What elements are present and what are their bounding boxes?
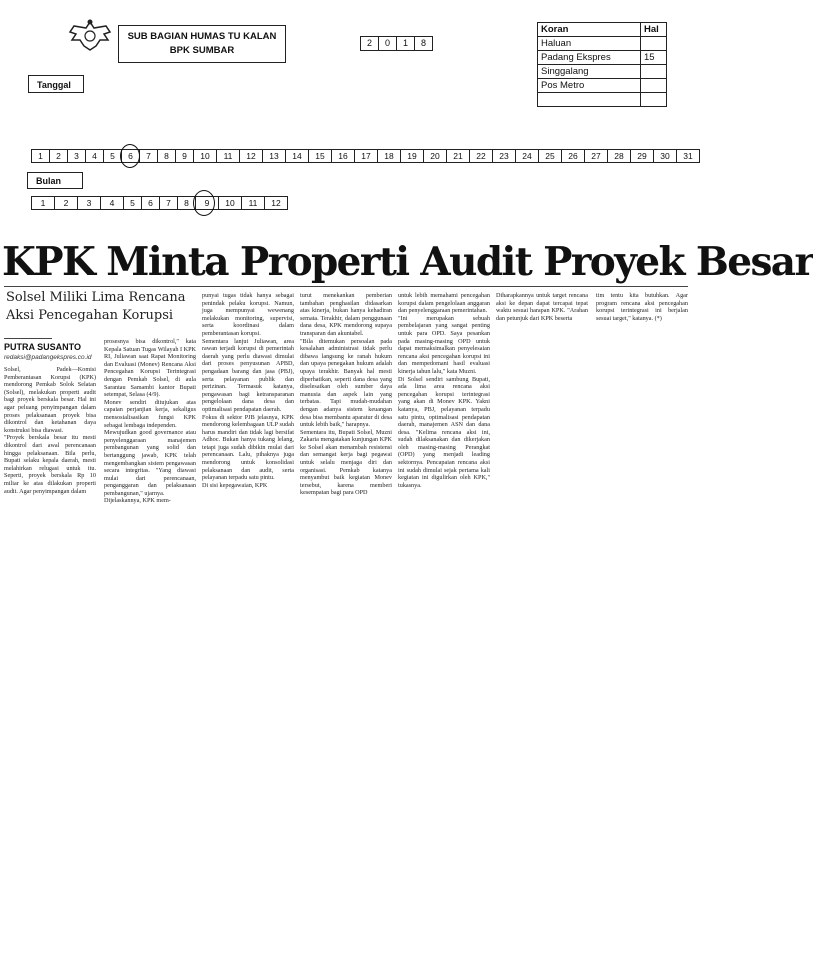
day-box: 17 (354, 149, 378, 163)
koran-label: Koran (538, 23, 641, 37)
day-box: 18 (377, 149, 401, 163)
year-digit: 8 (414, 36, 433, 51)
article-email: redaksi@padangekspres.co.id (4, 354, 92, 361)
article-subheadline: Solsel Miliki Lima Rencana Aksi Pencegahan Korupsi (6, 290, 186, 323)
selected-month-circle (193, 190, 215, 216)
day-box: 5 (103, 149, 122, 163)
day-box: 4 (85, 149, 104, 163)
day-box: 27 (584, 149, 608, 163)
source-table-header-row (538, 23, 667, 37)
day-box: 30 (653, 149, 677, 163)
source-page (641, 65, 667, 79)
day-box: 29 (630, 149, 654, 163)
article-headline: KPK Minta Properti Audit Proyek Besar (2, 239, 813, 285)
year-digit: 0 (378, 36, 397, 51)
source-row (538, 65, 667, 79)
source-name: Pos Metro (538, 79, 641, 93)
department-title-line2: BPK SUMBAR (169, 45, 235, 56)
article-column-5: untuk lebih memahami pencegahan korupsi dalam pengelolaan anggaran dan penyelenggaraan pemerintahan. "Ini merupakan sebuah pembelajaran yang sangat penting untuk para OPD. Saya pesankan pada masing-masing OPD untuk dapat memaksimalkan penyelesaian rencana aksi pencegahan korupsi ini dan mempedomani hasil evaluasi kinerja tahun lalu," kata Muzni. Di Solsel sendiri sambung Bupati, ada lima area rencana aksi pencegahan korupsi terintegrasi yang akan di Monev KPK. Yakni katanya, PBJ, pelayanan terpadu satu pintu, optimalisasi pendapatan daerah, manajemen ASN dan dana desa. "Kelima rencana aksi ini, sudah dilaksanakan dan dikerjakan oleh masing-masing Perangkat (OPD) yang menjadi leading sektornya. Pencapaian rencana aksi ini sudah dimulai sejak pertama kali kegiatan ini digulirkan oleh KPK," tukasnya. (398, 292, 490, 489)
day-box: 9 (175, 149, 194, 163)
day-box: 19 (400, 149, 424, 163)
day-box: 31 (676, 149, 700, 163)
tanggal-label: Tanggal (28, 75, 84, 93)
month-box: 5 (123, 196, 142, 210)
month-boxes (31, 196, 287, 210)
source-name: Haluan (538, 37, 641, 51)
month-box: 6 (141, 196, 160, 210)
month-box: 4 (100, 196, 124, 210)
day-box: 24 (515, 149, 539, 163)
bulan-label: Bulan (27, 172, 83, 189)
day-box: 3 (67, 149, 86, 163)
source-page: 15 (641, 51, 667, 65)
source-row (538, 79, 667, 93)
article-column-3: punyai tugas tidak hanya sebagai penindak pelaku korupsi. Namun, juga mempunyai wewenang melakukan monitoring, supervisi, serta koordinasi dalam pemberantasan korupsi. Sementara lanjut Juliawan, area rawan terjadi korupsi di pemerintah daerah yang perlu diawasi dimulai dari proses penyusunan APBD, pengadaan barang dan jasa (PBJ), serta pelayanan publik dan perizinan. Termasuk katanya, pengawasan bagi ketransparanan pengelolaan dana desa dan optimalisasi pendapatan daerah. Fokus di sektor PJB jelasnya, KPK mendorong kelembagaan ULP sudah harus mandiri dan tidak lagi bersifat Adhoc. Bukan hanya tukang lelang, tetapi juga sudah dibikin mulai dari perencanaan. Lalu, pihaknya juga mendorong untuk konsolidasi pelaksanaan dan audit, serta pelayanan terpadu satu pintu. Di sisi kepegawaian, KPK (202, 292, 294, 489)
day-box: 21 (446, 149, 470, 163)
byline-rule (4, 338, 52, 339)
source-page (641, 79, 667, 93)
day-box: 22 (469, 149, 493, 163)
day-box: 26 (561, 149, 585, 163)
month-box: 7 (159, 196, 178, 210)
day-box: 28 (607, 149, 631, 163)
month-box: 11 (241, 196, 265, 210)
day-boxes (31, 149, 699, 163)
day-box: 14 (285, 149, 309, 163)
source-page (641, 37, 667, 51)
source-name: Padang Ekspres (538, 51, 641, 65)
headline-rule (4, 286, 688, 287)
newspaper-source-table (537, 22, 667, 107)
day-box: 7 (139, 149, 158, 163)
day-box: 11 (216, 149, 240, 163)
department-title-line1: SUB BAGIAN HUMAS TU KALAN (127, 31, 277, 42)
source-row (538, 51, 667, 65)
day-box: 23 (492, 149, 516, 163)
day-box: 1 (31, 149, 50, 163)
article-column-1: Solsel, Padek—Komisi Pemberantasan Korupsi (KPK) mendorong Pemkab Solok Selatan (Solsel), melakukan properti audit bagi proyek berskala besar. Hal ini agar peluang penyimpangan dalam proses pelaksanaan proyek bisa dikontrol dan ketahanan daya konstruksi bisa diawasi. "Proyek berskala besar itu mesti dikontrol dari awal perencanaan hingga pelaksanaan. Bila perlu, Bupati selaku kepala daerah, mesti melahirkan relugasi untuk itu. Seperti, proyek berskala Rp 10 miliar ke atas dilakukan properti audit. Agar penyimpangan dalam (4, 366, 96, 495)
source-row (538, 93, 667, 107)
month-box: 12 (264, 196, 288, 210)
month-box: 9 (195, 196, 219, 210)
selected-day-circle (120, 144, 140, 168)
day-box: 20 (423, 149, 447, 163)
month-box: 10 (218, 196, 242, 210)
source-row (538, 37, 667, 51)
day-box: 15 (308, 149, 332, 163)
article-column-7: tim tentu kita butuhkan. Agar program rencana aksi pencegahan korupsi terintegrasi ini berjalan sesuai target," katanya. (*) (596, 292, 690, 322)
month-box: 1 (31, 196, 55, 210)
garuda-emblem-icon (66, 16, 114, 56)
year-digit: 2 (360, 36, 379, 51)
day-box: 13 (262, 149, 286, 163)
article-column-6: Diharapkannya untuk target rencana aksi ke depan dapat tercapai tepat waktu sesuai harapan KPK. "Arahan dan petunjuk dari KPK beserta (496, 292, 590, 322)
month-box: 2 (54, 196, 78, 210)
article-column-4: turut menekankan pemberian tambahan penghasilan didasarkan atas kinerja, bukan hanya kehadiran semata. Terakhir, dalam penggunaan dana desa, KPK mendorong supaya transparan dan akuntabel. "Bila ditemukan persoalan pada kesalahan administrasi tidak perlu dibawa langsung ke ranah hukum dan upaya penegakan hukum adalah upaya terakhir. Banyak hal mesti diperhatikan, seperti dana desa yang diselesaikan oleh sumber daya manusia dan aspek lain yang terbatas. Tapi mudah-mudahan dengan adanya sistem keuangan desa bisa membantu aparatur di desa untuk lebih baik," harapnya. Sementara itu, Bupati Solsel, Muzni Zakaria mengatakan kunjungan KPK ke Solsel akan menambah resistensi dan semangat kerja bagi pegawai untuk selalu menjaga diri dan organisasi. Pemkab katanya menyambut baik kegiatan Monev tersebut, karena memberi kesempatan bagi para OPD (300, 292, 392, 497)
article-author: PUTRA SUSANTO (4, 342, 82, 352)
day-box: 2 (49, 149, 68, 163)
day-box: 8 (157, 149, 176, 163)
month-box: 8 (177, 196, 196, 210)
day-box: 16 (331, 149, 355, 163)
day-box: 12 (239, 149, 263, 163)
source-name (538, 93, 641, 107)
source-page (641, 93, 667, 107)
day-box: 25 (538, 149, 562, 163)
month-box: 3 (77, 196, 101, 210)
year-boxes (360, 36, 432, 51)
department-title-box (118, 25, 286, 63)
source-name: Singgalang (538, 65, 641, 79)
day-box: 10 (193, 149, 217, 163)
day-box: 6 (121, 149, 140, 163)
article-column-2: prosesnya bisa dikontrol," kata Kepala Satuan Tugas Wilayah I KPK RI, Juliawan saat Rapat Monitoring dan Evaluasi (Monev) Rencana Aksi Pencegahan Korupsi Terintegrasi dengan Pemkab Solsel, di aula Sarantau Samambi kantor Bupati setempat, Selasa (4/9). Monev sendiri ditujukan atas capaian perjanjian kerja, sekaligus mensosialisasikan fungsi KPK sebagai lembaga independen. Mewujudkan good governance atau penyelenggaraan manajemen pembangunan yang solid dan bertanggung jawab, KPK telah mengembangkan sistem pengawasan secara integritas. "Yang diawasi mulai dari perencanaan, penganggaran dan pelaksanaan pembangunan," ujarnya. Dijelaskannya, KPK mem- (104, 338, 196, 505)
year-digit: 1 (396, 36, 415, 51)
hal-label: Hal (641, 23, 667, 37)
